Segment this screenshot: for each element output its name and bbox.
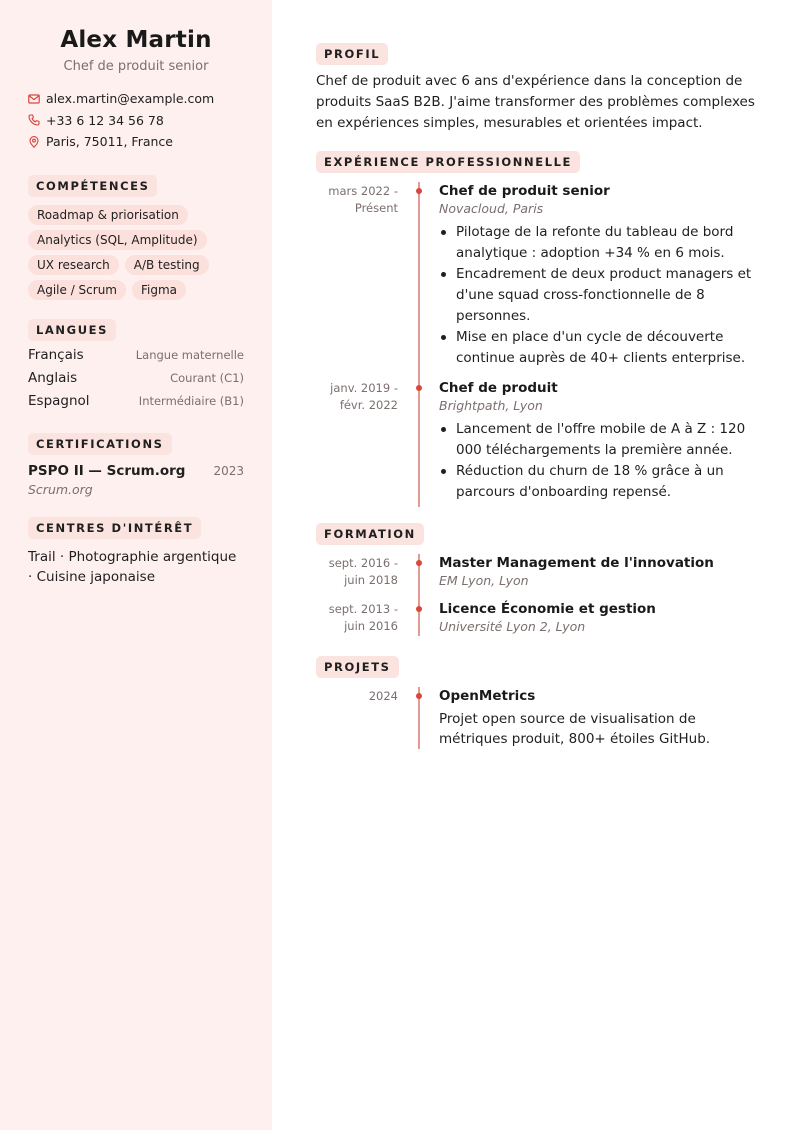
interests-heading: CENTRES D'INTÉRÊT [28, 517, 201, 539]
entry-body [439, 687, 766, 749]
contact-email[interactable] [28, 88, 244, 110]
entry-dates [316, 687, 398, 749]
language-name: Anglais [28, 369, 78, 386]
address-text: Paris, 75011, France [46, 134, 173, 150]
mail-icon [28, 93, 40, 105]
main-content [316, 0, 766, 749]
entry-dates [316, 182, 398, 369]
project-entry [316, 687, 766, 749]
education-entry [316, 600, 766, 636]
language-name: Français [28, 346, 84, 363]
entry-school: Université Lyon 2, Lyon [439, 619, 586, 634]
experience-heading: EXPÉRIENCE PROFESSIONNELLE [316, 151, 580, 173]
entry-dates [316, 600, 398, 636]
language-row [28, 370, 244, 393]
entry-title: Chef de produit [439, 380, 558, 396]
bullet-item: Réduction du churn de 18 % grâce à un parcours d'onboarding repensé. [439, 461, 766, 503]
experience-timeline [316, 182, 766, 503]
contact-address [28, 131, 244, 153]
timeline-dot [416, 693, 422, 699]
timeline-dot [416, 188, 422, 194]
language-row [28, 347, 244, 370]
timeline-dot [416, 560, 422, 566]
language-name: Espagnol [28, 392, 90, 409]
experience-entry [316, 379, 766, 503]
entry-dates [316, 379, 398, 503]
entry-dates [316, 554, 398, 590]
languages-section [28, 319, 244, 416]
entry-body [439, 600, 766, 636]
skill-tag: Analytics (SQL, Amplitude) [28, 230, 207, 250]
education-heading: FORMATION [316, 523, 424, 545]
timeline-dot [416, 385, 422, 391]
skill-tag: A/B testing [125, 255, 209, 275]
entry-title: Licence Économie et gestion [439, 601, 656, 617]
languages-list [28, 347, 244, 416]
skill-tag: Figma [132, 280, 186, 300]
phone-text: +33 6 12 34 56 78 [46, 112, 164, 128]
bullet-item: Encadrement de deux product managers et d'une squad cross-fonctionnelle de 8 personnes. [439, 264, 766, 327]
interests-text: Trail · Photographie argentique · Cuisine japonaise [28, 548, 237, 585]
certification-row [28, 463, 244, 479]
entry-body [439, 554, 766, 590]
phone-icon [28, 114, 40, 126]
education-section [316, 523, 766, 636]
entry-date-end: Présent [354, 201, 398, 215]
entry-body [439, 379, 766, 503]
interests-section [28, 517, 244, 587]
location-pin-icon [28, 136, 40, 148]
skill-tag: UX research [28, 255, 119, 275]
skill-tag: Roadmap & priorisation [28, 205, 188, 225]
certification-item [28, 463, 244, 497]
entry-date-end: févr. 2022 [339, 398, 398, 412]
skills-section [28, 175, 244, 300]
contact-list [28, 88, 244, 153]
skills-tags [28, 205, 244, 300]
skills-heading: COMPÉTENCES [28, 175, 157, 197]
languages-heading: LANGUES [28, 319, 116, 341]
entry-date-start: janv. 2019 - [330, 381, 398, 395]
entry-date-end: juin 2016 [344, 619, 398, 633]
experience-section [316, 151, 766, 503]
entry-description: Projet open source de visualisation de métriques produit, 800+ étoiles GitHub. [439, 711, 711, 747]
entry-body [439, 182, 766, 369]
entry-title: Master Management de l'innovation [439, 555, 714, 571]
projects-heading: PROJETS [316, 656, 399, 678]
bullet-item: Pilotage de la refonte du tableau de bord analytique : adoption +34 % en 6 mois. [439, 222, 766, 264]
profile-heading: PROFIL [316, 43, 388, 65]
certification-year: 2023 [213, 463, 244, 478]
email-text: alex.martin@example.com [46, 91, 215, 107]
skill-tag: Agile / Scrum [28, 280, 126, 300]
education-entry [316, 554, 766, 590]
bullet-item: Mise en place d'un cycle de découverte continue auprès de 40+ clients enterprise. [439, 327, 766, 369]
bullet-item: Lancement de l'offre mobile de A à Z : 120 000 téléchargements la première année. [439, 419, 766, 461]
certification-name: PSPO II — Scrum.org [28, 462, 186, 479]
entry-bullets [439, 419, 766, 503]
language-row [28, 393, 244, 416]
profile-section [316, 43, 766, 134]
language-level: Intermédiaire (B1) [138, 393, 244, 408]
entry-bullets [439, 222, 766, 369]
timeline-dot [416, 606, 422, 612]
entry-school: EM Lyon, Lyon [439, 573, 529, 588]
profile-text: Chef de produit avec 6 ans d'expérience dans la conception de produits SaaS B2B. J'aime transformer des problèmes complexes en expériences simples, mesurables et orientées impact. [316, 73, 755, 131]
certifications-heading: CERTIFICATIONS [28, 433, 172, 455]
language-level: Langue maternelle [135, 347, 244, 362]
projects-section [316, 656, 766, 749]
candidate-name: Alex Martin [60, 27, 212, 53]
experience-entry [316, 182, 766, 369]
language-level: Courant (C1) [170, 370, 244, 385]
entry-company: Novacloud, Paris [439, 201, 544, 216]
entry-date-end: juin 2018 [344, 573, 398, 587]
candidate-role: Chef de produit senior [63, 59, 209, 74]
entry-date-start: mars 2022 - [328, 184, 398, 198]
certifications-section [28, 433, 244, 497]
entry-date-start: sept. 2016 - [328, 556, 398, 570]
education-timeline [316, 554, 766, 636]
entry-title: Chef de produit senior [439, 183, 610, 199]
entry-date: 2024 [368, 689, 398, 703]
entry-date-start: sept. 2013 - [328, 602, 398, 616]
entry-title: OpenMetrics [439, 688, 536, 704]
entry-company: Brightpath, Lyon [439, 398, 543, 413]
sidebar [0, 0, 272, 1130]
certification-org: Scrum.org [28, 481, 93, 497]
contact-phone[interactable] [28, 110, 244, 132]
projects-timeline [316, 687, 766, 749]
